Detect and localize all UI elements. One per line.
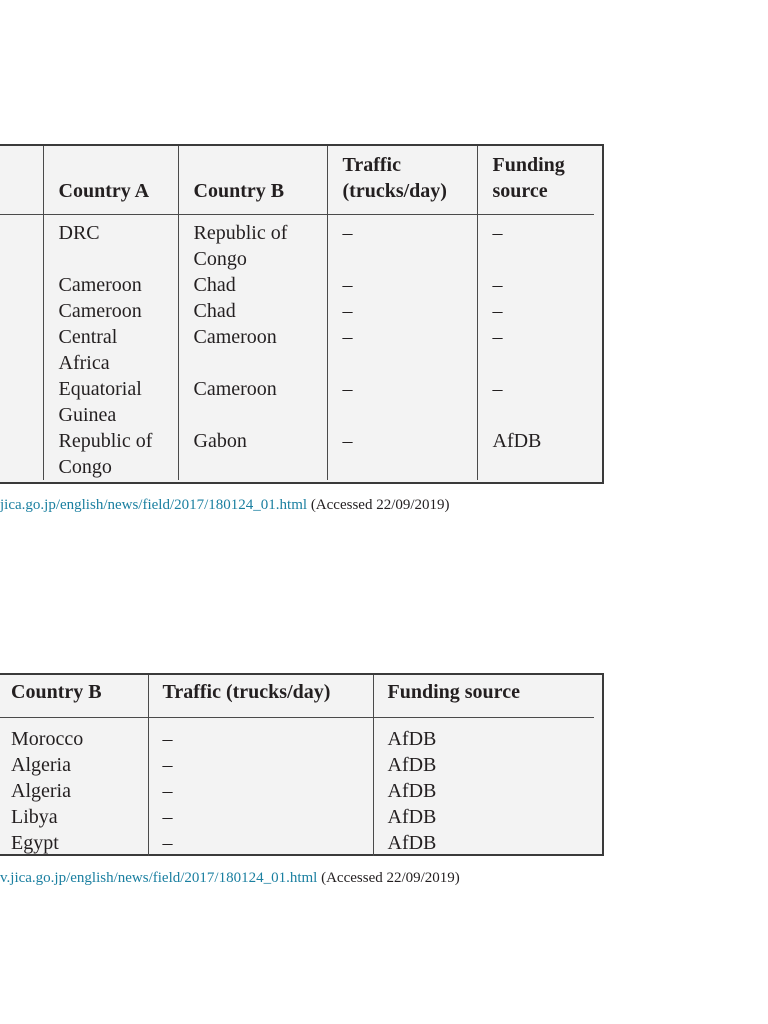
- cell-traffic: –: [342, 378, 353, 400]
- header-funding: Funding source: [373, 675, 602, 717]
- table-row: [0, 717, 602, 752]
- table-row: [0, 376, 602, 428]
- cell-funding: AfDB: [387, 780, 437, 802]
- cell-country-a: Cameroon: [58, 300, 142, 322]
- header-traffic: [327, 146, 477, 212]
- cell-country-b: Morocco: [11, 728, 84, 750]
- cell-country-a: DRC: [58, 222, 100, 244]
- cell-country-a: Cameroon: [58, 274, 142, 296]
- table-row: [0, 212, 602, 272]
- source-link[interactable]: jica.go.jp/english/news/field/2017/180124_01.html: [0, 497, 308, 513]
- header-country-a: Country A: [43, 146, 178, 212]
- cell-country-b: Libya: [11, 806, 58, 828]
- source-accessed: (Accessed 22/09/2019): [317, 870, 460, 886]
- table-1-source-note: [0, 496, 450, 514]
- header-rule: [0, 214, 594, 215]
- cell-funding: AfDB: [492, 430, 542, 452]
- cell-traffic: –: [162, 832, 173, 854]
- header-traffic: Traffic (trucks/day): [148, 675, 373, 717]
- header-country-b: Country B: [11, 681, 102, 703]
- cell-country-b: Chad: [193, 300, 236, 322]
- cell-funding: –: [492, 222, 503, 244]
- cell-funding: –: [492, 378, 503, 400]
- border-crossings-table-2: [0, 673, 604, 856]
- header-country-b: Country B: [178, 146, 327, 212]
- header-funding: [477, 146, 602, 212]
- cell-traffic: –: [342, 222, 353, 244]
- cell-funding: AfDB: [387, 728, 437, 750]
- table-row: [0, 804, 602, 830]
- cell-country-a-cont: Guinea: [58, 404, 117, 426]
- border-crossings-table-1: [0, 144, 604, 484]
- source-link[interactable]: v.jica.go.jp/english/news/field/2017/180124_01.html: [0, 870, 318, 886]
- cell-country-a: Republic of: [58, 430, 153, 452]
- header-rule: [0, 717, 594, 718]
- header-funding-line2: source: [492, 180, 548, 202]
- cell-country-b: Cameroon: [193, 326, 277, 348]
- cell-country-a: Central: [58, 326, 118, 348]
- cell-traffic: –: [342, 430, 353, 452]
- cell-traffic: –: [162, 754, 173, 776]
- source-accessed: (Accessed 22/09/2019): [307, 497, 450, 513]
- table-row: [0, 324, 602, 376]
- cell-country-a-cont: Congo: [58, 456, 112, 478]
- cell-country-b: Gabon: [193, 430, 247, 452]
- table-2-source-note: [0, 869, 460, 887]
- cell-country-b: Egypt: [11, 832, 59, 854]
- cell-traffic: –: [162, 780, 173, 802]
- table-row: [0, 752, 602, 778]
- header-funding-line1: Funding: [492, 154, 565, 176]
- cell-traffic: –: [162, 806, 173, 828]
- header-traffic-line1: Traffic: [342, 154, 401, 176]
- table-row: [0, 830, 602, 856]
- cell-funding: –: [492, 274, 503, 296]
- table-row: [0, 428, 602, 480]
- table-row: [0, 778, 602, 804]
- table-header-row: [0, 675, 602, 717]
- cell-traffic: –: [342, 326, 353, 348]
- cell-country-a: Equatorial: [58, 378, 142, 400]
- header-traffic-line2: (trucks/day): [342, 180, 447, 202]
- header-cell-cut: [0, 146, 43, 212]
- cell-country-b: Cameroon: [193, 378, 277, 400]
- cell-funding: AfDB: [387, 832, 437, 854]
- cell-country-b: Algeria: [11, 754, 71, 776]
- cell-traffic: –: [342, 274, 353, 296]
- table-row: [0, 272, 602, 298]
- table-row: [0, 298, 602, 324]
- cell-traffic: –: [162, 728, 173, 750]
- cell-country-b: Algeria: [11, 780, 71, 802]
- cell-traffic: –: [342, 300, 353, 322]
- cell-funding: –: [492, 300, 503, 322]
- cell-country-a-cont: Africa: [58, 352, 110, 374]
- cell-country-b-cont: Congo: [193, 248, 247, 270]
- cell-country-b: Republic of: [193, 222, 288, 244]
- cell-funding: AfDB: [387, 806, 437, 828]
- cell-funding: AfDB: [387, 754, 437, 776]
- cell-funding: –: [492, 326, 503, 348]
- cell-country-b: Chad: [193, 274, 236, 296]
- table-header-row: [0, 146, 602, 212]
